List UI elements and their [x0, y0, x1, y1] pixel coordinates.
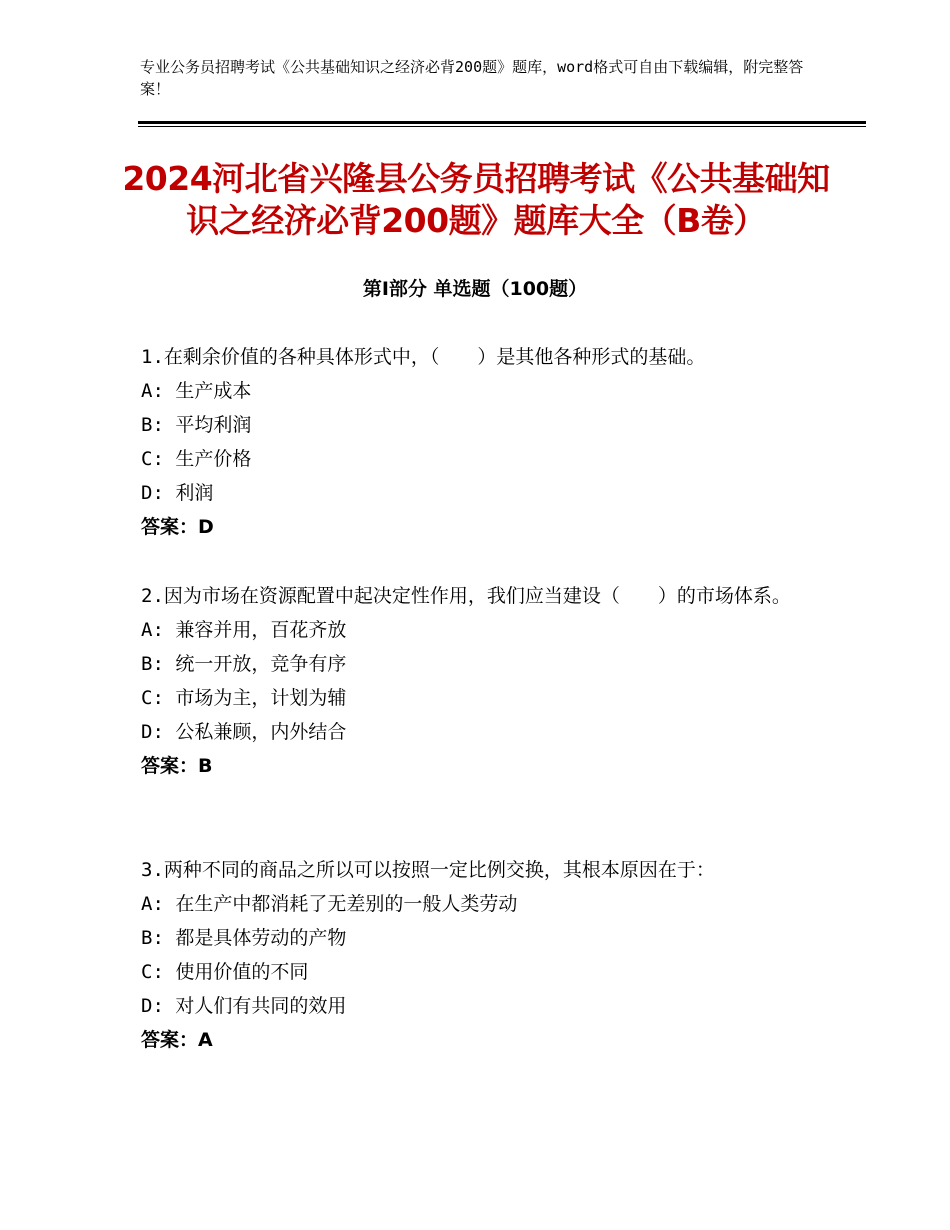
- option-b: B: 统一开放，竞争有序: [141, 653, 347, 675]
- header-rule-thick: [138, 121, 866, 124]
- question-1: [141, 340, 821, 544]
- header-note: 专业公务员招聘考试《公共基础知识之经济必背200题》题库，word格式可自由下载编辑，附完整答案！: [140, 58, 804, 98]
- section-heading: 第Ⅰ部分 单选题（100题）: [362, 278, 588, 300]
- answer: 答案：B: [141, 755, 213, 777]
- option-a: A: 兼容并用，百花齐放: [141, 619, 347, 641]
- option-d: D: 公私兼顾，内外结合: [141, 721, 347, 743]
- answer: 答案：D: [141, 516, 214, 538]
- option-c: C: 市场为主，计划为辅: [141, 687, 347, 709]
- question-3: [141, 853, 821, 1057]
- answer: 答案：A: [141, 1029, 213, 1051]
- option-c: C: 使用价值的不同: [141, 961, 309, 983]
- option-b: B: 都是具体劳动的产物: [141, 927, 347, 949]
- question-2: [141, 579, 821, 783]
- option-d: D: 对人们有共同的效用: [141, 995, 347, 1017]
- option-b: B: 平均利润: [141, 414, 252, 436]
- option-d: D: 利润: [141, 482, 214, 504]
- header-rule-thin: [138, 126, 866, 127]
- question-stem: 2.因为市场在资源配置中起决定性作用，我们应当建设（ ）的市场体系。: [141, 585, 791, 607]
- option-a: A: 生产成本: [141, 380, 252, 402]
- option-a: A: 在生产中都消耗了无差别的一般人类劳动: [141, 893, 518, 915]
- option-c: C: 生产价格: [141, 448, 252, 470]
- question-stem: 1.在剩余价值的各种具体形式中，（ ）是其他各种形式的基础。: [141, 346, 706, 368]
- document-title: 2024河北省兴隆县公务员招聘考试《公共基础知识之经济必背200题》题库大全（B卷）: [122, 159, 830, 240]
- question-stem: 3.两种不同的商品之所以可以按照一定比例交换，其根本原因在于：: [141, 859, 715, 881]
